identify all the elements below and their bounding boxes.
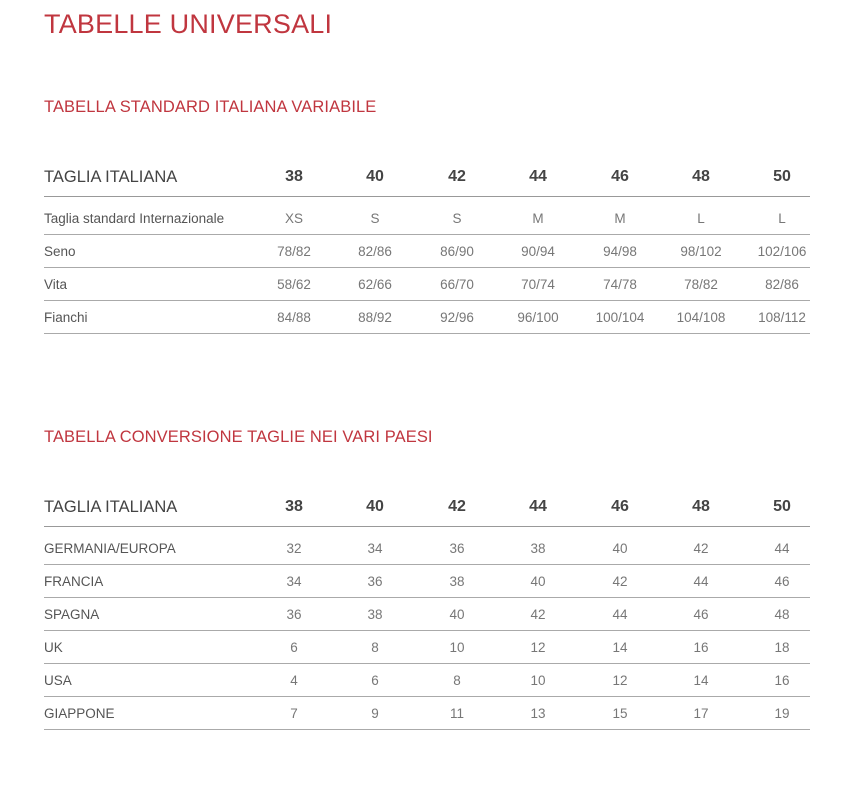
table-cell: 44 <box>612 606 628 622</box>
header-size: 38 <box>285 498 303 515</box>
header-size: 50 <box>773 498 791 515</box>
table-cell: 44 <box>774 540 790 556</box>
table-cell: 70/74 <box>521 276 555 292</box>
header-size: 48 <box>692 168 710 185</box>
table-row <box>44 235 810 268</box>
row-label: GIAPPONE <box>44 705 115 721</box>
table-cell: 98/102 <box>680 243 722 259</box>
table-row <box>44 697 810 730</box>
table-cell: 38 <box>530 540 546 556</box>
table-row <box>44 598 810 631</box>
table-cell: 82/86 <box>358 243 392 259</box>
table-cell: 4 <box>290 672 298 688</box>
table-cell: 36 <box>367 573 383 589</box>
table-cell: 19 <box>774 705 790 721</box>
table-cell: 102/106 <box>757 243 807 259</box>
table-row <box>44 664 810 697</box>
row-label: Taglia standard Internazionale <box>44 210 225 226</box>
page-title: TABELLE UNIVERSALI <box>44 9 333 39</box>
table-cell: 48 <box>774 606 790 622</box>
table-cell: 82/86 <box>765 276 799 292</box>
table-cell: 66/70 <box>440 276 474 292</box>
table-cell: 12 <box>530 639 546 655</box>
row-label: Vita <box>44 276 68 292</box>
header-size: 44 <box>529 168 547 185</box>
table-cell: 74/78 <box>603 276 637 292</box>
table-cell: L <box>778 210 786 226</box>
table-cell: 32 <box>286 540 302 556</box>
table-cell: 11 <box>449 705 464 721</box>
table-cell: 12 <box>612 672 628 688</box>
table-row <box>44 565 810 598</box>
table-cell: 34 <box>286 573 302 589</box>
table-cell: 8 <box>453 672 461 688</box>
row-label: Seno <box>44 243 76 259</box>
table-cell: 18 <box>774 639 790 655</box>
table-cell: 88/92 <box>358 309 392 325</box>
table-cell: 10 <box>449 639 465 655</box>
table-cell: M <box>532 210 544 226</box>
table-cell: 36 <box>449 540 465 556</box>
size-table-standard <box>44 158 810 334</box>
row-label: SPAGNA <box>44 606 100 622</box>
header-size: 40 <box>366 168 384 185</box>
table-cell: 38 <box>367 606 383 622</box>
table-row <box>44 202 810 235</box>
table-cell: 94/98 <box>603 243 637 259</box>
table-cell: 14 <box>612 639 628 655</box>
header-size: 44 <box>529 498 547 515</box>
header-label: TAGLIA ITALIANA <box>44 497 178 516</box>
table-cell: 42 <box>693 540 709 556</box>
table-cell: 42 <box>530 606 546 622</box>
table-cell: 7 <box>290 705 298 721</box>
table-cell: 44 <box>693 573 709 589</box>
table-cell: 86/90 <box>440 243 474 259</box>
table-cell: 78/82 <box>684 276 718 292</box>
table-cell: 8 <box>371 639 379 655</box>
row-label: GERMANIA/EUROPA <box>44 540 176 556</box>
header-size: 40 <box>366 498 384 515</box>
header-size: 50 <box>773 168 791 185</box>
size-table-conversion <box>44 488 810 730</box>
table-cell: 6 <box>371 672 379 688</box>
header-size: 38 <box>285 168 303 185</box>
table1-title: TABELLA STANDARD ITALIANA VARIABILE <box>44 98 377 116</box>
row-label: UK <box>44 639 63 655</box>
table-cell: 46 <box>774 573 790 589</box>
table-cell: 84/88 <box>277 309 311 325</box>
header-size: 42 <box>448 498 466 515</box>
table-cell: 42 <box>612 573 628 589</box>
table-cell: 46 <box>693 606 709 622</box>
table-cell: L <box>697 210 705 226</box>
table-cell: 78/82 <box>277 243 311 259</box>
table-cell: 16 <box>693 639 709 655</box>
table-cell: 62/66 <box>358 276 392 292</box>
table-cell: 58/62 <box>277 276 311 292</box>
table-cell: S <box>370 210 380 226</box>
table-header-row <box>44 488 810 527</box>
header-size: 46 <box>611 498 629 515</box>
row-label: FRANCIA <box>44 573 104 589</box>
header-size: 42 <box>448 168 466 185</box>
table-cell: 34 <box>367 540 383 556</box>
table-cell: 9 <box>371 705 379 721</box>
table-cell: 13 <box>530 705 546 721</box>
table-cell: 90/94 <box>521 243 555 259</box>
table-cell: 17 <box>693 705 709 721</box>
table-row <box>44 268 810 301</box>
table-cell: 6 <box>290 639 298 655</box>
table-cell: 40 <box>449 606 465 622</box>
row-label: USA <box>44 672 72 688</box>
table-cell: 10 <box>530 672 546 688</box>
table-cell: 15 <box>612 705 628 721</box>
table-cell: 16 <box>774 672 790 688</box>
table-cell: 104/108 <box>676 309 726 325</box>
table-cell: XS <box>284 210 303 226</box>
table-cell: M <box>614 210 626 226</box>
table-cell: 38 <box>449 573 465 589</box>
table-cell: 108/112 <box>758 309 806 325</box>
table-cell: 100/104 <box>595 309 645 325</box>
table-cell: 14 <box>693 672 709 688</box>
table-cell: 40 <box>612 540 628 556</box>
table-cell: S <box>452 210 462 226</box>
table-row <box>44 301 810 334</box>
table-cell: 92/96 <box>440 309 474 325</box>
header-size: 46 <box>611 168 629 185</box>
table-cell: 36 <box>286 606 302 622</box>
table2-title: TABELLA CONVERSIONE TAGLIE NEI VARI PAESI <box>44 428 433 446</box>
table-row <box>44 631 810 664</box>
table-cell: 40 <box>530 573 546 589</box>
header-label: TAGLIA ITALIANA <box>44 167 178 186</box>
table-row <box>44 532 810 565</box>
header-size: 48 <box>692 498 710 515</box>
table-cell: 96/100 <box>517 309 559 325</box>
row-label: Fianchi <box>44 309 88 325</box>
table-header-row <box>44 158 810 197</box>
